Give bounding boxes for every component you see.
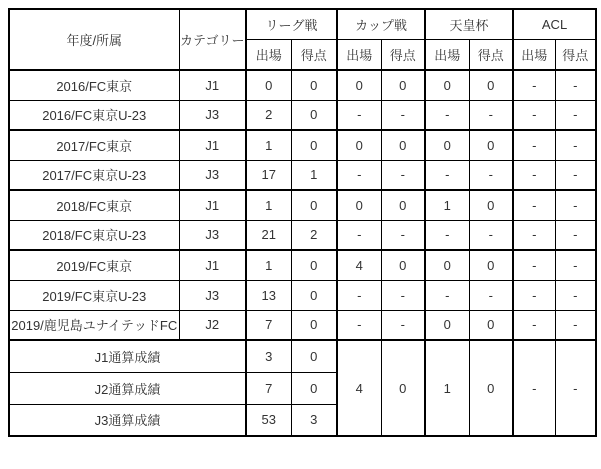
- cell-emperor-goals: 0: [469, 310, 513, 340]
- cell-emperor-apps: 1: [425, 190, 469, 220]
- career-stats-table: [8, 8, 597, 437]
- cell-emperor-apps: 0: [425, 130, 469, 160]
- cell-acl-apps: -: [513, 250, 555, 280]
- row-category: J1: [179, 190, 246, 220]
- summary-label: J1通算成績: [9, 340, 246, 372]
- cell-emperor-goals: -: [469, 100, 513, 130]
- cell-league-goals: 0: [291, 190, 337, 220]
- cell-cup-apps: -: [337, 160, 381, 190]
- cell-league-apps: 21: [246, 220, 291, 250]
- row-label: 2018/FC東京U-23: [9, 220, 179, 250]
- cell-acl-goals: -: [555, 310, 596, 340]
- row-category: J1: [179, 70, 246, 100]
- row-category: J3: [179, 100, 246, 130]
- table-row-2019-fctokyo-u23: [9, 280, 596, 310]
- header-group-cup: カップ戦: [337, 9, 425, 39]
- cell-emperor-goals: 0: [469, 250, 513, 280]
- cell-league-goals: 2: [291, 220, 337, 250]
- cell-acl-apps: -: [513, 130, 555, 160]
- row-label: 2016/FC東京: [9, 70, 179, 100]
- summary-emperor-goals: 0: [469, 340, 513, 436]
- cell-league-apps: 0: [246, 70, 291, 100]
- table-row-2018-fctokyo-u23: [9, 220, 596, 250]
- row-label: 2018/FC東京: [9, 190, 179, 220]
- summary-league-goals: 3: [291, 404, 337, 436]
- row-category: J3: [179, 280, 246, 310]
- summary-label: J3通算成績: [9, 404, 246, 436]
- summary-league-goals: 0: [291, 340, 337, 372]
- summary-acl-goals: -: [555, 340, 596, 436]
- row-label: 2017/FC東京U-23: [9, 160, 179, 190]
- summary-emperor-apps: 1: [425, 340, 469, 436]
- table-row-2019-kagoshima: [9, 310, 596, 340]
- cell-acl-apps: -: [513, 190, 555, 220]
- cell-acl-goals: -: [555, 130, 596, 160]
- row-label: 2019/FC東京U-23: [9, 280, 179, 310]
- header-acl-goals: 得点: [555, 39, 596, 70]
- summary-league-apps: 7: [246, 372, 291, 404]
- row-category: J3: [179, 160, 246, 190]
- table-row-2017-fctokyo-u23: [9, 160, 596, 190]
- cell-league-apps: 7: [246, 310, 291, 340]
- career-stats-container: [8, 8, 597, 437]
- cell-cup-apps: -: [337, 280, 381, 310]
- cell-acl-apps: -: [513, 160, 555, 190]
- cell-acl-goals: -: [555, 220, 596, 250]
- cell-acl-apps: -: [513, 220, 555, 250]
- cell-cup-goals: -: [381, 310, 425, 340]
- header-group-league: リーグ戦: [246, 9, 337, 39]
- table-row-2018-fctokyo: [9, 190, 596, 220]
- cell-acl-apps: -: [513, 310, 555, 340]
- cell-league-apps: 17: [246, 160, 291, 190]
- cell-acl-goals: -: [555, 160, 596, 190]
- row-category: J2: [179, 310, 246, 340]
- cell-emperor-apps: -: [425, 160, 469, 190]
- cell-emperor-apps: 0: [425, 70, 469, 100]
- cell-league-apps: 2: [246, 100, 291, 130]
- cell-acl-goals: -: [555, 250, 596, 280]
- cell-cup-apps: 0: [337, 190, 381, 220]
- cell-cup-apps: 4: [337, 250, 381, 280]
- cell-cup-goals: 0: [381, 190, 425, 220]
- table-row-2017-fctokyo: [9, 130, 596, 160]
- cell-acl-apps: -: [513, 280, 555, 310]
- row-category: J3: [179, 220, 246, 250]
- cell-cup-apps: 0: [337, 130, 381, 160]
- cell-acl-goals: -: [555, 190, 596, 220]
- cell-emperor-goals: -: [469, 160, 513, 190]
- header-cup-apps: 出場: [337, 39, 381, 70]
- cell-league-apps: 13: [246, 280, 291, 310]
- cell-acl-apps: -: [513, 100, 555, 130]
- row-category: J1: [179, 130, 246, 160]
- cell-emperor-apps: 0: [425, 310, 469, 340]
- cell-emperor-goals: -: [469, 280, 513, 310]
- summary-league-apps: 3: [246, 340, 291, 372]
- cell-cup-apps: -: [337, 310, 381, 340]
- cell-league-apps: 1: [246, 190, 291, 220]
- cell-league-goals: 0: [291, 100, 337, 130]
- table-row-2016-fctokyo: [9, 70, 596, 100]
- cell-league-apps: 1: [246, 250, 291, 280]
- cell-emperor-apps: 0: [425, 250, 469, 280]
- header-group-emperor: 天皇杯: [425, 9, 513, 39]
- table-row-2016-fctokyo-u23: [9, 100, 596, 130]
- cell-emperor-goals: 0: [469, 130, 513, 160]
- cell-cup-goals: 0: [381, 250, 425, 280]
- header-league-goals: 得点: [291, 39, 337, 70]
- cell-cup-goals: -: [381, 280, 425, 310]
- header-emperor-goals: 得点: [469, 39, 513, 70]
- header-cup-goals: 得点: [381, 39, 425, 70]
- cell-emperor-goals: -: [469, 220, 513, 250]
- cell-acl-goals: -: [555, 280, 596, 310]
- row-label: 2019/鹿児島ユナイテッドFC: [9, 310, 179, 340]
- cell-cup-apps: -: [337, 100, 381, 130]
- cell-emperor-apps: -: [425, 280, 469, 310]
- cell-emperor-goals: 0: [469, 70, 513, 100]
- row-label: 2016/FC東京U-23: [9, 100, 179, 130]
- cell-league-goals: 1: [291, 160, 337, 190]
- table-row-2019-fctokyo: [9, 250, 596, 280]
- cell-emperor-goals: 0: [469, 190, 513, 220]
- header-league-apps: 出場: [246, 39, 291, 70]
- summary-cup-apps: 4: [337, 340, 381, 436]
- header-group-row: [9, 9, 596, 39]
- cell-acl-goals: -: [555, 100, 596, 130]
- header-group-acl: ACL: [513, 9, 596, 39]
- cell-emperor-apps: -: [425, 100, 469, 130]
- header-category: カテゴリー: [179, 9, 246, 70]
- cell-league-apps: 1: [246, 130, 291, 160]
- cell-cup-apps: -: [337, 220, 381, 250]
- cell-cup-goals: -: [381, 220, 425, 250]
- cell-acl-goals: -: [555, 70, 596, 100]
- summary-cup-goals: 0: [381, 340, 425, 436]
- cell-league-goals: 0: [291, 130, 337, 160]
- cell-emperor-apps: -: [425, 220, 469, 250]
- cell-cup-goals: 0: [381, 130, 425, 160]
- cell-cup-goals: -: [381, 100, 425, 130]
- table-row-j1-total: [9, 340, 596, 372]
- row-label: 2017/FC東京: [9, 130, 179, 160]
- cell-cup-goals: 0: [381, 70, 425, 100]
- cell-league-goals: 0: [291, 70, 337, 100]
- header-year-club: 年度/所属: [9, 9, 179, 70]
- cell-league-goals: 0: [291, 280, 337, 310]
- cell-league-goals: 0: [291, 310, 337, 340]
- cell-cup-goals: -: [381, 160, 425, 190]
- cell-cup-apps: 0: [337, 70, 381, 100]
- summary-league-apps: 53: [246, 404, 291, 436]
- cell-acl-apps: -: [513, 70, 555, 100]
- summary-league-goals: 0: [291, 372, 337, 404]
- summary-acl-apps: -: [513, 340, 555, 436]
- summary-label: J2通算成績: [9, 372, 246, 404]
- row-label: 2019/FC東京: [9, 250, 179, 280]
- header-emperor-apps: 出場: [425, 39, 469, 70]
- cell-league-goals: 0: [291, 250, 337, 280]
- row-category: J1: [179, 250, 246, 280]
- header-acl-apps: 出場: [513, 39, 555, 70]
